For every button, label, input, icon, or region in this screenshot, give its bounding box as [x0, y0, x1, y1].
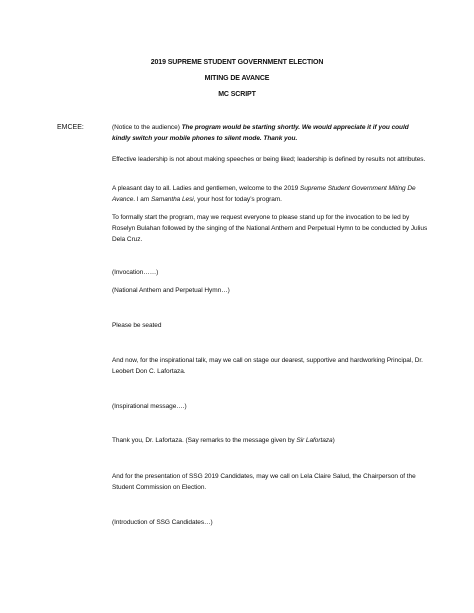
welcome-text-b: Supreme Student Government Miting De Avance [112, 185, 416, 203]
thanks-text-c: ) [332, 437, 335, 444]
paragraph-candidates-intro [112, 517, 428, 528]
paragraph-anthem [112, 285, 428, 296]
paragraph-inspirational-intro [112, 355, 428, 377]
host-name: Samantha Lesi [150, 196, 194, 203]
speaker-label: EMCEE: [57, 124, 84, 131]
seated-text: Please be seated [112, 322, 162, 329]
invocation-text: (Invocation……) [112, 269, 159, 276]
paragraph-invocation-request [112, 212, 428, 245]
thanks-text-a: Thank you, Dr. Lafortaza. (Say remarks to the message given by [112, 437, 297, 444]
candidates-presentation-text: And for the presentation of SSG 2019 Candidates, may we call on Lela Claire Salud, the Chairperson of the Student Commission on Election. [112, 473, 416, 491]
notice-text: The program would be starting shortly. We would appreciate it if you could kindly switch your mobile phones to silent mode. Thank you. [112, 124, 409, 142]
paragraph-notice [112, 122, 428, 144]
leadership-text: Effective leadership is not about making speeches or being liked; leadership is defined by results not attributes. [112, 156, 426, 163]
thanks-text-b: Sir Lafortaza [296, 437, 333, 444]
paragraph-candidates-presentation [112, 471, 428, 493]
document-script-label: MC SCRIPT [218, 91, 256, 98]
anthem-text: (National Anthem and Perpetual Hymn…) [112, 287, 230, 294]
welcome-text-a: A pleasant day to all. Ladies and gentlemen, welcome to the 2019 [112, 185, 300, 192]
welcome-text-c: . I am [133, 196, 151, 203]
paragraph-leadership [112, 154, 428, 165]
paragraph-seated [112, 320, 428, 331]
paragraph-welcome [112, 183, 428, 205]
notice-label: (Notice to the audience) [112, 124, 182, 131]
paragraph-thanks [112, 435, 428, 446]
welcome-text-e: , your host for today’s program. [193, 196, 282, 203]
paragraph-invocation [112, 267, 428, 278]
invocation-request-text: To formally start the program, may we request everyone to please stand up for the invocation to be led by Roselyn Bulahan followed by the singing of the National Anthem and Perpetual Hymn to be conducted by Julius Dela Cruz. [112, 214, 428, 243]
inspirational-message-text: (Inspirational message….) [112, 403, 187, 410]
document-subtitle: MITING DE AVANCE [204, 75, 270, 82]
inspirational-intro-text: And now, for the inspirational talk, may we call on stage our dearest, supportive and hardworking Principal, Dr. Leobert Don C. Lafortaza. [112, 357, 423, 375]
paragraph-inspirational-message [112, 401, 428, 412]
candidates-intro-text: (Introduction of SSG Candidates…) [112, 519, 213, 526]
document-title: 2019 SUPREME STUDENT GOVERNMENT ELECTION [150, 59, 324, 66]
